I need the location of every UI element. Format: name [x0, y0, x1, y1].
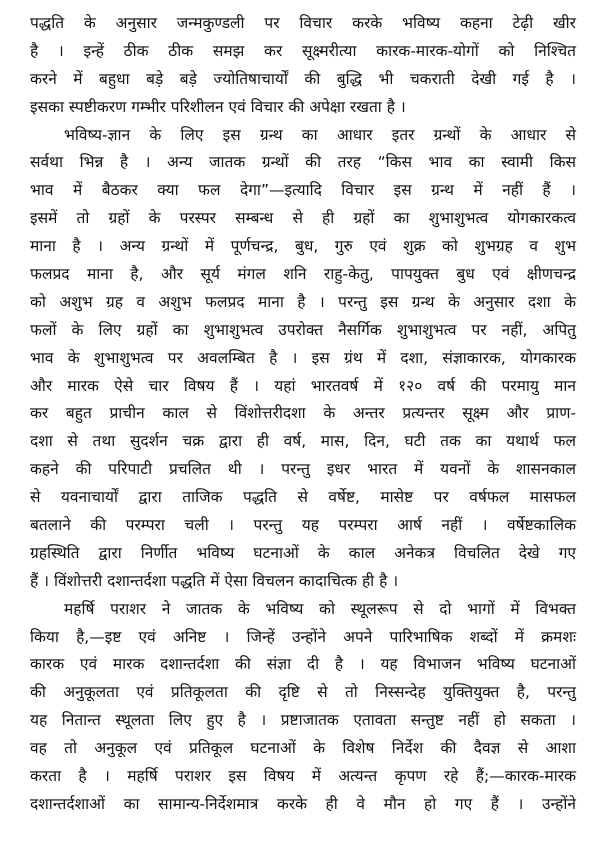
text-line: माना है । अन्य ग्रन्थों में पूर्णचन्द्र, बुध, गुरु एवं शुक्र को शुभग्रह व शुभ [30, 237, 576, 256]
text-line: से यवनाचार्यों द्वारा ताजिक पद्धति से वर्षेष्ट, मासेष्ट पर वर्षफल मासफल [30, 488, 576, 507]
paragraph-3 [30, 596, 576, 819]
text-line: है । इन्हें ठीक ठीक समझ कर सूक्ष्मरीत्या कारक-मारक-योगों को निश्चित [30, 41, 576, 60]
text-line: को अशुभ ग्रह व अशुभ फलप्रद माना है । परन्तु इस ग्रन्थ के अनुसार दशा के [30, 292, 576, 311]
text-line: कहने की परिपाटी प्रचलित थी । परन्तु इधर भारत में यवनों के शासनकाल [30, 460, 576, 479]
paragraph-2 [30, 122, 576, 596]
text-line: भाव में बैठकर क्या फल देगा”—इत्यादि विचार इस ग्रन्थ में नहीं हैं । [30, 181, 576, 200]
text-line: फलों के लिए ग्रहों का शुभाशुभत्व उपरोक्त नैसर्गिक शुभाशुभत्व पर नहीं, अपितु [30, 320, 576, 339]
text-line: बतलाने की परम्परा चली । परन्तु यह परम्परा आर्ष नहीं । वर्षेष्टकालिक [30, 516, 576, 535]
text-line: की अनुकूलता एवं प्रतिकूलता की दृष्टि से तो निस्सन्देह युक्तियुक्त है, परन्तु [30, 683, 576, 702]
text-line: फलप्रद माना है, और सूर्य मंगल शनि राहु-केतु, पापयुक्त बुध एवं क्षीणचन्द्र [30, 265, 576, 284]
text-line: दशान्तर्दशाओं का सामान्य-निर्देशमात्र करके ही वे मौन हो गए हैं । उन्होंने [30, 794, 576, 813]
text-line: कारक एवं मारक दशान्तर्दशा की संज्ञा दी है । यह विभाजन भविष्य घटनाओं [30, 655, 576, 674]
text-line: इसका स्पष्टीकरण गम्भीर परिशीलन एवं विचार की अपेक्षा रखता है । [30, 97, 406, 116]
text-line: ग्रहस्थिति द्वारा निर्णीत भविष्य घटनाओं के काल अनेकत्र विचलित देखे गए [30, 543, 576, 562]
text-line: यह नितान्त स्थूलता लिए हुए है । प्रष्टाजातक एतावता सन्तुष्ट नहीं हो सकता । [30, 711, 576, 730]
text-line: भविष्य-ज्ञान के लिए इस ग्रन्थ का आधार इतर ग्रन्थों के आधार से [64, 125, 576, 144]
text-line: इसमें तो ग्रहों के परस्पर सम्बन्ध से ही ग्रहों का शुभाशुभत्व योगकारकत्व [30, 209, 576, 228]
text-line: और मारक ऐसे चार विषय हैं । यहां भारतवर्ष में १२० वर्ष की परमायु मान [30, 376, 576, 395]
text-line: वह तो अनुकूल एवं प्रतिकूल घटनाओं के विशेष निर्देश की दैवज्ञ से आशा [30, 739, 576, 758]
text-line: सर्वथा भिन्न है । अन्य जातक ग्रन्थों की तरह “किस भाव का स्वामी किस [30, 153, 576, 172]
text-line: भाव के शुभाशुभत्व पर अवलम्बित है । इस ग्रंथ में दशा, संज्ञाकारक, योगकारक [30, 348, 576, 367]
text-line: पद्धति के अनुसार जन्मकुण्डली पर विचार करके भविष्य कहना टेढ़ी खीर [30, 14, 576, 32]
text-line: महर्षि पराशर ने जातक के भविष्य को स्थूलरूप से दो भागों में विभक्त [64, 599, 576, 618]
text-line: किया है,—इष्ट एवं अनिष्ट । जिन्हें उन्होंने अपने पारिभाषिक शब्दों में क्रमशः [30, 627, 576, 646]
paragraph-1 [30, 10, 576, 122]
text-line: हैं । विंशोत्तरी दशान्तर्दशा पद्धति में ऐसा विचलन कादाचित्क ही है । [30, 571, 399, 590]
text-line: करने में बहुधा बड़े बड़े ज्योतिषाचार्यों की बुद्धि भी चकराती देखी गई है । [30, 69, 576, 88]
text-line: करता है । महर्षि पराशर इस विषय में अत्यन्त कृपण रहे हैं;—कारक-मारक [30, 767, 576, 786]
text-line: कर बहुत प्राचीन काल से विंशोत्तरीदशा के अन्तर प्रत्यन्तर सूक्ष्म और प्राण- [30, 404, 576, 423]
text-line: दशा से तथा सुदर्शन चक्र द्वारा ही वर्ष, मास, दिन, घटी तक का यथार्थ फल [30, 432, 576, 451]
